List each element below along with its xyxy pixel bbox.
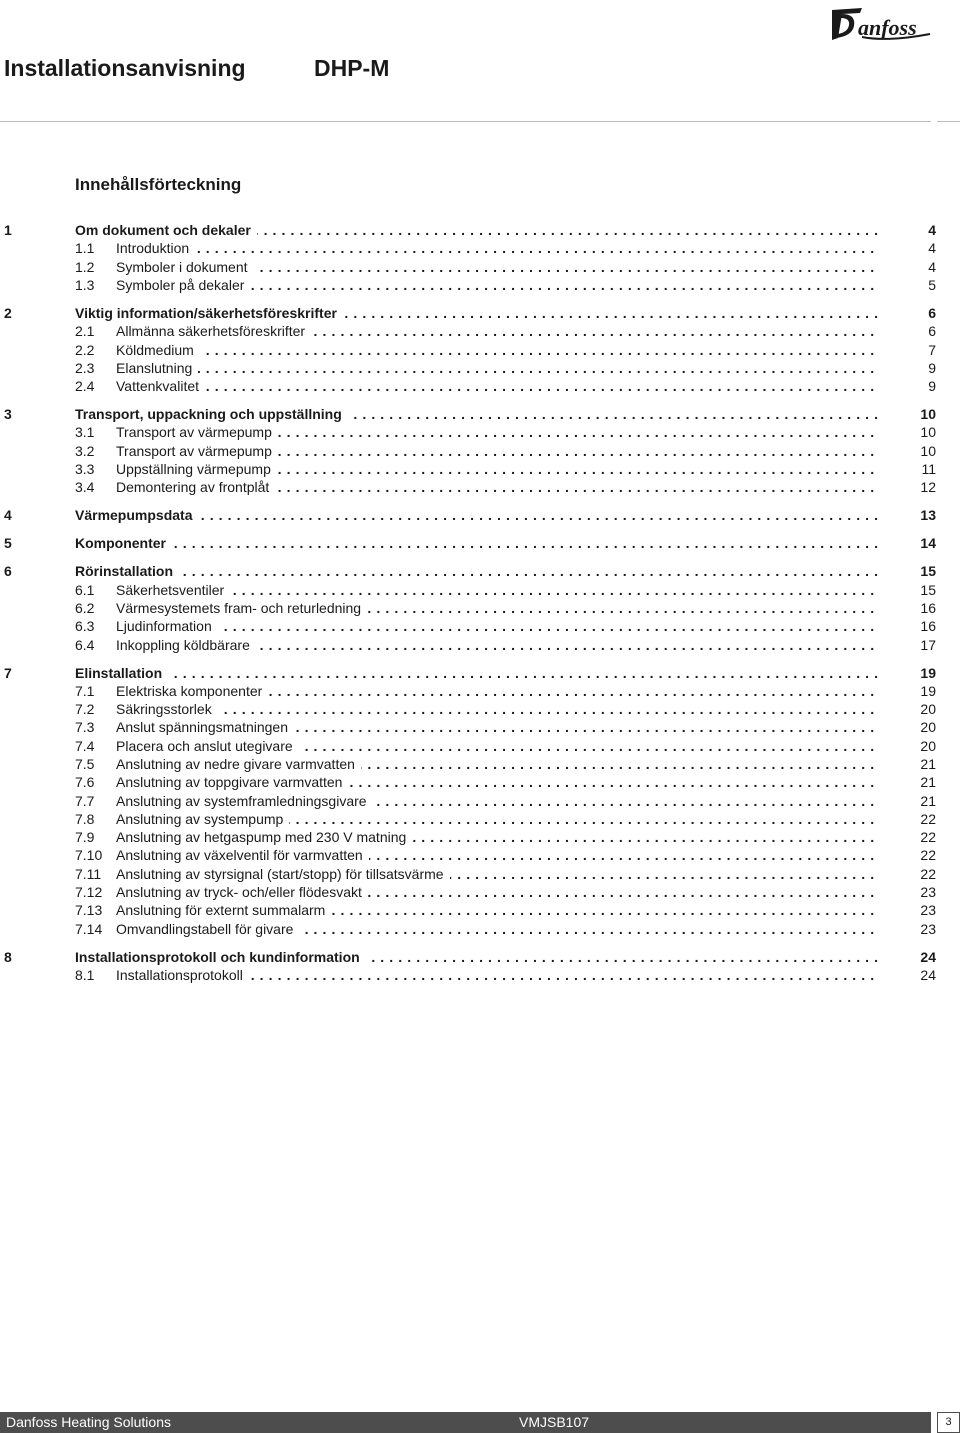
toc-entry-page: 7 (928, 342, 936, 358)
toc-section-row[interactable] (0, 636, 936, 655)
toc-entry-number: 3.3 (75, 461, 95, 477)
toc-entry-page: 13 (920, 507, 936, 523)
toc-section-row[interactable] (0, 966, 936, 985)
toc-section-row[interactable] (0, 700, 936, 719)
toc-entry-title (75, 221, 880, 240)
toc-entry-title-text: Värmesystemets fram- och returledning (116, 600, 367, 616)
toc-entry-title (116, 423, 880, 442)
toc-entry-title-text: Anslut spänningsmatningen (116, 719, 294, 735)
toc-entry-page: 20 (920, 738, 936, 754)
toc-entry-page: 17 (920, 637, 936, 653)
toc-entry-title-text: Köldmedium (116, 342, 200, 358)
toc-entry-number: 7.11 (75, 866, 102, 882)
toc-entry-title (116, 276, 880, 295)
toc-entry-number: 2.4 (75, 378, 95, 394)
toc-section-row[interactable] (0, 322, 936, 341)
toc-entry-page: 11 (921, 461, 936, 477)
toc-entry-title-text: Transport av värmepump (116, 443, 278, 459)
toc-entry-number: 7 (4, 665, 12, 681)
toc-entry-title (116, 901, 880, 920)
toc-section-row[interactable] (0, 258, 936, 277)
toc-entry-number: 7.14 (75, 921, 103, 937)
toc-section-row[interactable] (0, 599, 936, 618)
toc-entry-number: 7.12 (75, 884, 103, 900)
toc-entry-title (116, 755, 880, 774)
toc-entry-title (116, 846, 880, 865)
toc-entry-title-text: Symboler på dekaler (116, 277, 250, 293)
toc-entry-title-text: Viktig information/säkerhetsföreskrifter (75, 305, 343, 321)
toc-entry-page: 15 (920, 582, 936, 598)
toc-entry-page: 10 (920, 443, 936, 459)
toc-entry-number: 7.6 (75, 774, 95, 790)
toc-entry-title-text: Transport av värmepump (116, 424, 278, 440)
toc-entry-number: 7.2 (75, 701, 95, 717)
footer-doc-code: VMJSB107 (519, 1414, 590, 1430)
toc-entry-number: 7.7 (75, 793, 95, 809)
toc-entry-title-text: Säkringsstorlek (116, 701, 218, 717)
toc-entry-number: 6.1 (75, 582, 95, 598)
toc-entry-number: 4 (4, 507, 12, 523)
toc-entry-title (75, 664, 880, 683)
toc-entry-title (116, 773, 880, 792)
toc-section-row[interactable] (0, 737, 936, 756)
toc-entry-number: 1.1 (75, 240, 95, 256)
toc-entry-title-text: Uppställning värmepump (116, 461, 277, 477)
toc-entry-number: 7.8 (75, 811, 95, 827)
toc-section-row[interactable] (0, 377, 936, 396)
header-divider (0, 121, 931, 122)
footer-bar (0, 1412, 931, 1433)
toc-entry-title-text: Symboler i dokument (116, 259, 254, 275)
toc-entry-title (75, 534, 880, 553)
toc-entry-page: 20 (920, 719, 936, 735)
toc-entry-title (75, 304, 880, 323)
toc-entry-number: 6.4 (75, 637, 95, 653)
svg-text:anfoss: anfoss (858, 15, 917, 40)
toc-entry-page: 4 (928, 240, 936, 256)
toc-entry-page: 16 (920, 600, 936, 616)
footer-page-number: 3 (937, 1412, 960, 1433)
toc-section-row[interactable] (0, 883, 936, 902)
toc-chapter-row[interactable] (0, 405, 936, 424)
toc-entry-title (116, 442, 880, 461)
toc-entry-title-text: Ljudinformation (116, 618, 218, 634)
toc-entry-page: 23 (920, 921, 936, 937)
toc-entry-title (116, 966, 880, 985)
toc-entry-number: 6 (4, 563, 12, 579)
toc-entry-number: 8 (4, 949, 12, 965)
toc-entry-number: 7.10 (75, 847, 103, 863)
toc-section-row[interactable] (0, 920, 936, 939)
toc-chapter-row[interactable] (0, 221, 936, 240)
toc-entry-title-text: Introduktion (116, 240, 195, 256)
toc-section-row[interactable] (0, 617, 936, 636)
document-title: Installationsanvisning (4, 55, 246, 81)
toc-entry-page: 22 (920, 811, 936, 827)
toc-entry-page: 6 (928, 305, 936, 321)
toc-entry-title-text: Demontering av frontplåt (116, 479, 275, 495)
toc-entry-title (75, 948, 880, 967)
toc-entry-number: 5 (4, 535, 12, 551)
toc-entry-title-text: Elanslutning (116, 360, 198, 376)
toc-entry-page: 6 (928, 323, 936, 339)
toc-entry-number: 7.5 (75, 756, 95, 772)
toc-entry-title-text: Omvandlingstabell för givare (116, 921, 299, 937)
toc-entry-title (116, 460, 880, 479)
toc-entry-title (116, 700, 880, 719)
toc-entry-page: 19 (920, 683, 936, 699)
toc-entry-number: 2.2 (75, 342, 95, 358)
toc-entry-title-text: Komponenter (75, 535, 172, 551)
toc-entry-page: 9 (928, 360, 936, 376)
toc-entry-title (116, 718, 880, 737)
toc-entry-title (116, 682, 880, 701)
toc-entry-number: 7.4 (75, 738, 95, 754)
toc-entry-title (116, 258, 880, 277)
header-divider-tail (937, 121, 960, 122)
toc-entry-number: 1.3 (75, 277, 95, 293)
toc-entry-number: 3.1 (75, 424, 95, 440)
toc-entry-title-text: Elinstallation (75, 665, 168, 681)
toc-entry-page: 4 (928, 222, 936, 238)
toc-entry-title-text: Anslutning av växelventil för varmvatten (116, 847, 369, 863)
toc-entry-page: 12 (920, 479, 936, 495)
toc-entry-title-text: Anslutning av nedre givare varmvatten (116, 756, 361, 772)
toc-entry-title (116, 341, 880, 360)
toc-entry-title (116, 636, 880, 655)
toc-heading: Innehållsförteckning (75, 175, 242, 194)
toc-entry-title (116, 792, 880, 811)
toc-entry-number: 8.1 (75, 967, 95, 983)
toc-entry-number: 7.13 (75, 902, 103, 918)
toc-entry-title (116, 322, 880, 341)
toc-entry-title (75, 506, 880, 525)
toc-entry-page: 16 (920, 618, 936, 634)
toc-section-row[interactable] (0, 792, 936, 811)
product-name: DHP-M (314, 55, 390, 81)
toc-entry-page: 20 (920, 701, 936, 717)
toc-section-row[interactable] (0, 773, 936, 792)
toc-entry-title-text: Placera och anslut utegivare (116, 738, 299, 754)
toc-entry-page: 23 (920, 884, 936, 900)
toc-entry-title (116, 359, 880, 378)
page-footer (0, 1412, 960, 1433)
toc-entry-title (116, 737, 880, 756)
toc-section-row[interactable] (0, 276, 936, 295)
toc-entry-title (116, 828, 880, 847)
toc-entry-page: 22 (920, 829, 936, 845)
toc-section-row[interactable] (0, 341, 936, 360)
toc-entry-page: 24 (920, 967, 936, 983)
toc-entry-title-text: Installationsprotokoll (116, 967, 249, 983)
footer-company: Danfoss Heating Solutions (6, 1414, 171, 1430)
toc-entry-number: 1.2 (75, 259, 95, 275)
toc-entry-title-text: Installationsprotokoll och kundinformation (75, 949, 366, 965)
toc-entry-number: 3 (4, 406, 12, 422)
danfoss-logo (828, 4, 934, 44)
toc-entry-page: 14 (920, 535, 936, 551)
toc-entry-page: 5 (928, 277, 936, 293)
toc-entry-number: 7.1 (75, 683, 95, 699)
toc-section-row[interactable] (0, 755, 936, 774)
toc-entry-title (116, 865, 880, 884)
toc-entry-title-text: Anslutning av hetgaspump med 230 V matning (116, 829, 412, 845)
toc-entry-title-text: Om dokument och dekaler (75, 222, 257, 238)
toc-entry-number: 6.2 (75, 600, 95, 616)
toc-section-row[interactable] (0, 682, 936, 701)
toc-entry-page: 21 (920, 793, 936, 809)
toc-section-row[interactable] (0, 239, 936, 258)
toc-entry-title-text: Rörinstallation (75, 563, 179, 579)
toc-entry-number: 2.1 (75, 323, 95, 339)
toc-entry-page: 21 (920, 774, 936, 790)
toc-section-row[interactable] (0, 359, 936, 378)
toc-chapter-row[interactable] (0, 664, 936, 683)
toc-chapter-row[interactable] (0, 506, 936, 525)
toc-entry-page: 22 (920, 866, 936, 882)
toc-section-row[interactable] (0, 846, 936, 865)
toc-entry-title-text: Vattenkvalitet (116, 378, 205, 394)
toc-entry-title-text: Anslutning av systempump (116, 811, 289, 827)
toc-entry-page: 19 (920, 665, 936, 681)
toc-entry-title (116, 920, 880, 939)
toc-entry-page: 4 (928, 259, 936, 275)
toc-entry-number: 3.2 (75, 443, 95, 459)
toc-entry-number: 2 (4, 305, 12, 321)
toc-entry-title (116, 478, 880, 497)
toc-entry-page: 24 (920, 949, 936, 965)
toc-section-row[interactable] (0, 810, 936, 829)
toc-entry-title-text: Anslutning av styrsignal (start/stopp) för tillsatsvärme (116, 866, 450, 882)
toc-chapter-row[interactable] (0, 534, 936, 553)
toc-section-row[interactable] (0, 865, 936, 884)
toc-entry-title (116, 239, 880, 258)
toc-entry-title (116, 810, 880, 829)
toc-entry-title-text: Transport, uppackning och uppställning (75, 406, 348, 422)
toc-entry-page: 10 (920, 406, 936, 422)
toc-entry-title-text: Anslutning av tryck- och/eller flödesvakt (116, 884, 368, 900)
toc-chapter-row[interactable] (0, 562, 936, 581)
toc-entry-title-text: Anslutning för externt summalarm (116, 902, 331, 918)
toc-entry-number: 7.9 (75, 829, 95, 845)
toc-entry-title-text: Värmepumpsdata (75, 507, 198, 523)
toc-entry-page: 10 (920, 424, 936, 440)
toc-entry-title (75, 562, 880, 581)
toc-section-row[interactable] (0, 423, 936, 442)
toc-entry-number: 3.4 (75, 479, 95, 495)
toc-entry-page: 23 (920, 902, 936, 918)
toc-entry-title (116, 883, 880, 902)
toc-section-row[interactable] (0, 581, 936, 600)
toc-section-row[interactable] (0, 828, 936, 847)
toc-entry-number: 7.3 (75, 719, 95, 735)
toc-entry-page: 15 (920, 563, 936, 579)
toc-entry-title-text: Anslutning av systemframledningsgivare (116, 793, 373, 809)
toc-entry-title-text: Allmänna säkerhetsföreskrifter (116, 323, 311, 339)
toc-entry-title-text: Anslutning av toppgivare varmvatten (116, 774, 348, 790)
toc-entry-page: 22 (920, 847, 936, 863)
toc-entry-title-text: Inkoppling köldbärare (116, 637, 256, 653)
toc-entry-number: 1 (4, 222, 12, 238)
toc-section-row[interactable] (0, 478, 936, 497)
toc-entry-title-text: Elektriska komponenter (116, 683, 268, 699)
toc-entry-page: 21 (920, 756, 936, 772)
toc-entry-title (116, 617, 880, 636)
toc-chapter-row[interactable] (0, 304, 936, 323)
toc-entry-title-text: Säkerhetsventiler (116, 582, 230, 598)
toc-entry-page: 9 (928, 378, 936, 394)
toc-entry-number: 6.3 (75, 618, 95, 634)
toc-section-row[interactable] (0, 901, 936, 920)
toc-section-row[interactable] (0, 718, 936, 737)
toc-entry-number: 2.3 (75, 360, 95, 376)
toc-entry-title (116, 377, 880, 396)
toc-section-row[interactable] (0, 460, 936, 479)
toc-entry-title (116, 599, 880, 618)
title-row (0, 55, 960, 85)
toc-chapter-row[interactable] (0, 948, 936, 967)
toc-entry-title (116, 581, 880, 600)
toc-section-row[interactable] (0, 442, 936, 461)
toc-entry-title (75, 405, 880, 424)
